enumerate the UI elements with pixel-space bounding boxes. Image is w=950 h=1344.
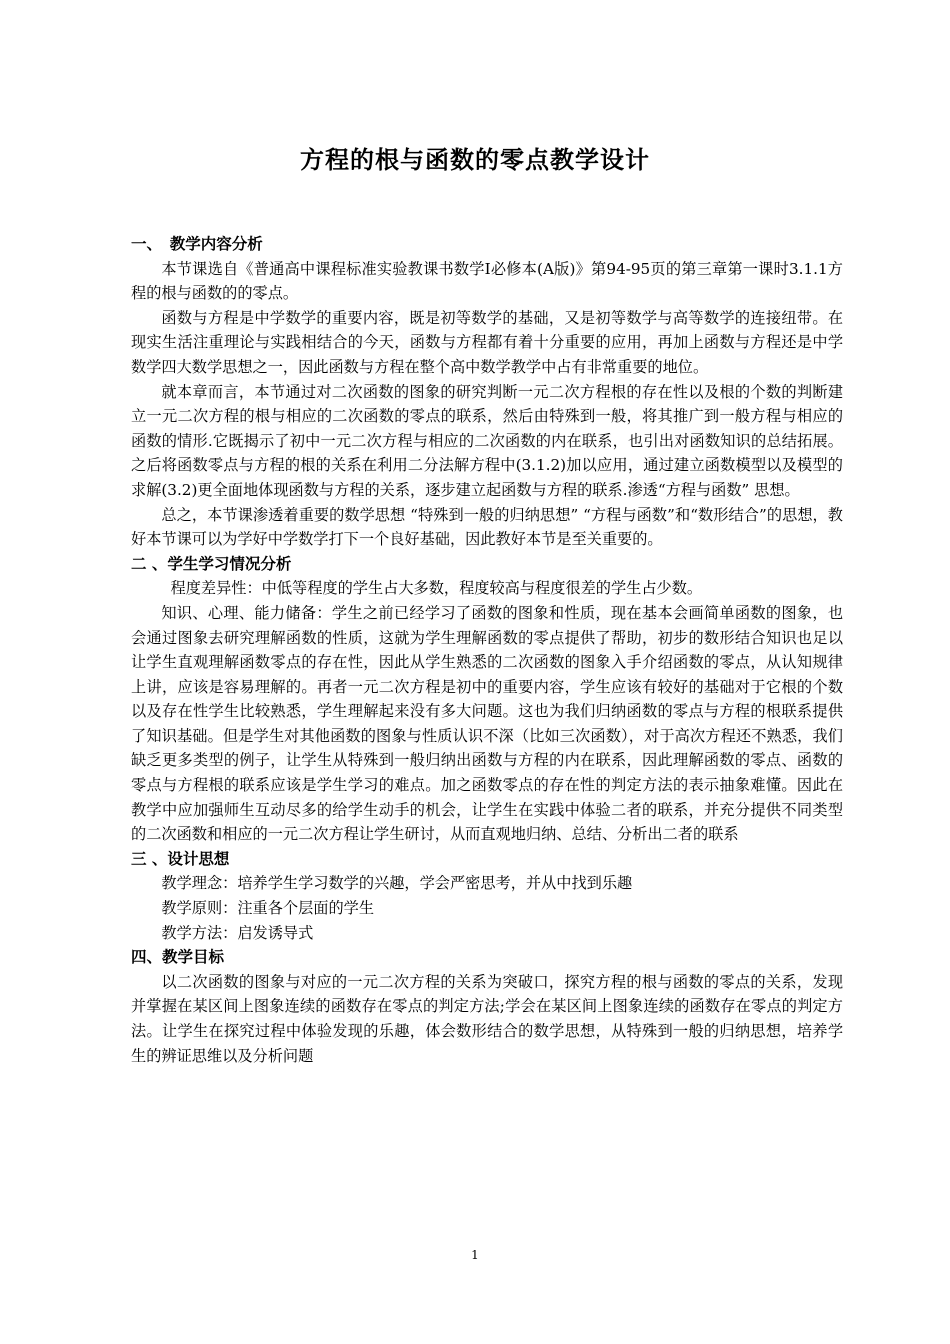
section-heading-student-analysis: 二 、学生学习情况分析 <box>131 554 292 573</box>
paragraph: 教学方法：启发诱导式 <box>161 923 314 942</box>
paragraph: 函数与方程是中学数学的重要内容，既是初等数学的基础，又是初等数学与高等数学的连接纽带。在现实生活注重理论与实践相结合的今天，函数与方程都有着十分重要的应用，再加上函数与方程还是中学数学四大数学思想之一，因此函数与方程在整个高中数学教学中占有非常重要的地位。 <box>131 308 843 376</box>
document-title: 方程的根与函数的零点教学设计 <box>300 146 650 174</box>
paragraph: 程度差异性：中低等程度的学生占大多数，程度较高与程度很差的学生占少数。 <box>170 579 703 598</box>
paragraph: 教学理念：培养学生学习数学的兴趣，学会严密思考，并从中找到乐趣 <box>161 874 633 893</box>
page-number: 1 <box>471 1248 479 1262</box>
section-heading-design-idea: 三 、设计思想 <box>131 849 230 868</box>
document-body <box>131 232 843 1068</box>
paragraph: 总之，本节课渗透着重要的数学思想 “特殊到一般的归纳思想” “方程与函数”和“数形结合”的思想，教好本节课可以为学好中学数学打下一个良好基础，因此教好本节是至关重要的。 <box>131 505 843 549</box>
paragraph: 教学原则：注重各个层面的学生 <box>161 899 375 918</box>
paragraph: 知识、心理、能力储备：学生之前已经学习了函数的图象和性质，现在基本会画简单函数的图象，也会通过图象去研究理解函数的性质，这就为学生理解函数的零点提供了帮助，初步的数形结合知识也足以让学生直观理解函数零点的存在性，因此从学生熟悉的二次函数的图象入手介绍函数的零点，从认知规律上讲，应该是容易理解的。再者一元二次方程是初中的重要内容，学生应该有较好的基础对于它根的个数以及存在性学生比较熟悉，学生理解起来没有多大问题。这也为我们归纳函数的零点与方程的根联系提供了知识基础。但是学生对其他函数的图象与性质认识不深（比如三次函数），对于高次方程还不熟悉，我们缺乏更多类型的例子，让学生从特殊到一般归纳出函数与方程的内在联系，因此理解函数的零点、函数的零点与方程根的联系应该是学生学习的难点。加之函数零点的存在性的判定方法的表示抽象难懂。因此在教学中应加强师生互动尽多的给学生动手的机会，让学生在实践中体验二者的联系，并充分提供不同类型的二次函数和相应的一元二次方程让学生研讨，从而直观地归纳、总结、分析出二者的联系 <box>131 603 843 844</box>
paragraph: 本节课选自《普通高中课程标准实验教课书数学Ⅰ必修本(A版)》第94-95页的第三章第一课时3.1.1方程的根与函数的的零点。 <box>131 259 843 303</box>
paragraph: 以二次函数的图象与对应的一元二次方程的关系为突破口，探究方程的根与函数的零点的关系，发现并掌握在某区间上图象连续的函数存在零点的判定方法;学会在某区间上图象连续的函数存在零点的判定方法。让学生在探究过程中体验发现的乐趣，体会数形结合的数学思想，从特殊到一般的归纳思想，培养学生的辨证思维以及分析问题 <box>131 972 843 1065</box>
section-heading-teaching-goals: 四、教学目标 <box>131 948 225 967</box>
paragraph: 就本章而言，本节通过对二次函数的图象的研究判断一元二次方程根的存在性以及根的个数的判断建立一元二次方程的根与相应的二次函数的零点的联系，然后由特殊到一般，将其推广到一般方程与相应的函数的情形.它既揭示了初中一元二次方程与相应的二次函数的内在联系，也引出对函数知识的总结拓展。之后将函数零点与方程的根的关系在利用二分法解方程中(3.1.2)加以应用，通过建立函数模型以及模型的求解(3.2)更全面地体现函数与方程的关系，逐步建立起函数与方程的联系.渗透“方程与函数” 思想。 <box>131 382 843 499</box>
section-heading-content-analysis: 一、 教学内容分析 <box>131 235 263 253</box>
